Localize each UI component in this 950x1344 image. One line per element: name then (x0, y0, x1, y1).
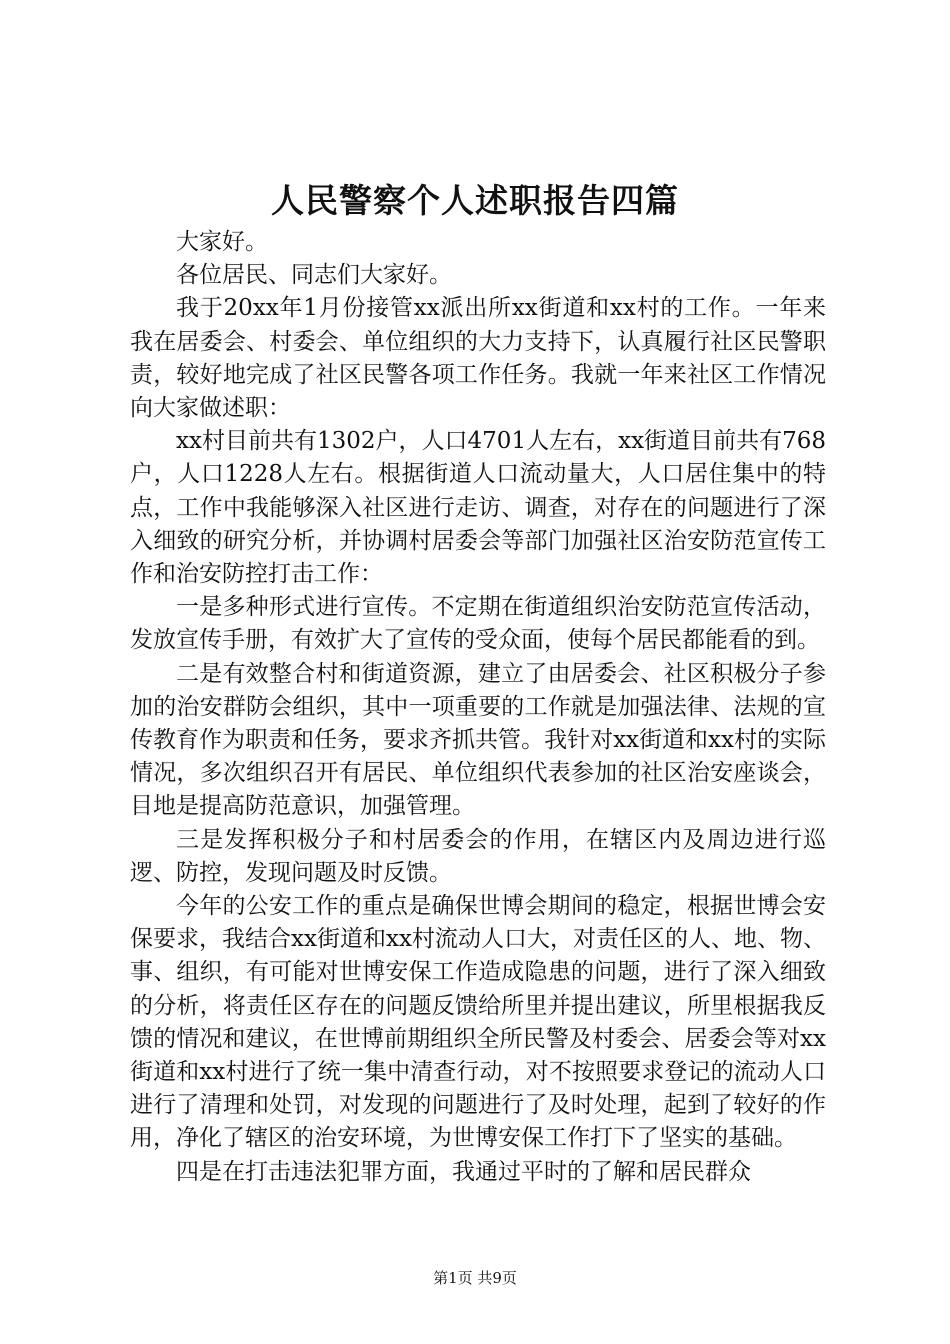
page-title: 人民警察个人述职报告四篇 (271, 181, 679, 220)
paragraph-point-two: 二是有效整合村和街道资源，建立了由居委会、社区积极分子参加的治安群防会组织，其中一项重要的工作就是加强法律、法规的宣传教育作为职责和任务，要求齐抓共管。我针对xx街道和xx村的实际情况，多次组织召开有居民、单位组织代表参加的社区治安座谈会，目地是提高防范意识，加强管理。 (130, 660, 826, 820)
document-body (130, 226, 826, 1189)
paragraph-expo: 今年的公安工作的重点是确保世博会期间的稳定，根据世博会安保要求，我结合xx街道和xx村流动人口大，对责任区的人、地、物、事、组织，有可能对世博安保工作造成隐患的问题，进行了深入细致的分析，将责任区存在的问题反馈给所里并提出建议，所里根据我反馈的情况和建议，在世博前期组织全所民警及村委会、居委会等对xx街道和xx村进行了统一集中清查行动，对不按照要求登记的流动人口进行了清理和处罚，对发现的问题进行了及时处理，起到了较好的作用，净化了辖区的治安环境，为世博安保工作打下了坚实的基础。 (130, 893, 826, 1152)
paragraph-point-three: 三是发挥积极分子和村居委会的作用，在辖区内及周边进行巡逻、防控，发现问题及时反馈。 (130, 826, 826, 886)
paragraph-point-one: 一是多种形式进行宣传。不定期在街道组织治安防范宣传活动，发放宣传手册，有效扩大了宣传的受众面，使每个居民都能看的到。 (130, 594, 826, 654)
paragraph-intro: 我于20xx年1月份接管xx派出所xx街道和xx村的工作。一年来我在居委会、村委会、单位组织的大力支持下，认真履行社区民警职责，较好地完成了社区民警各项工作任务。我就一年来社区工作情况向大家做述职： (130, 295, 826, 422)
paragraph-greeting: 大家好。 (176, 229, 268, 255)
paragraph-salutation: 各位居民、同志们大家好。 (176, 262, 452, 289)
paragraph-point-four: 四是在打击违法犯罪方面，我通过平时的了解和居民群众 (176, 1158, 751, 1185)
page-number-footer: 第1页 共9页 (433, 1269, 517, 1287)
paragraph-population: xx村目前共有1302户，人口4701人左右，xx街道目前共有768户，人口1228人左右。根据街道人口流动量大，人口居住集中的特点，工作中我能够深入社区进行走访、调查，对存在的问题进行了深入细致的研究分析，并协调村居委会等部门加强社区治安防范宣传工作和治安防控打击工作： (130, 428, 826, 588)
